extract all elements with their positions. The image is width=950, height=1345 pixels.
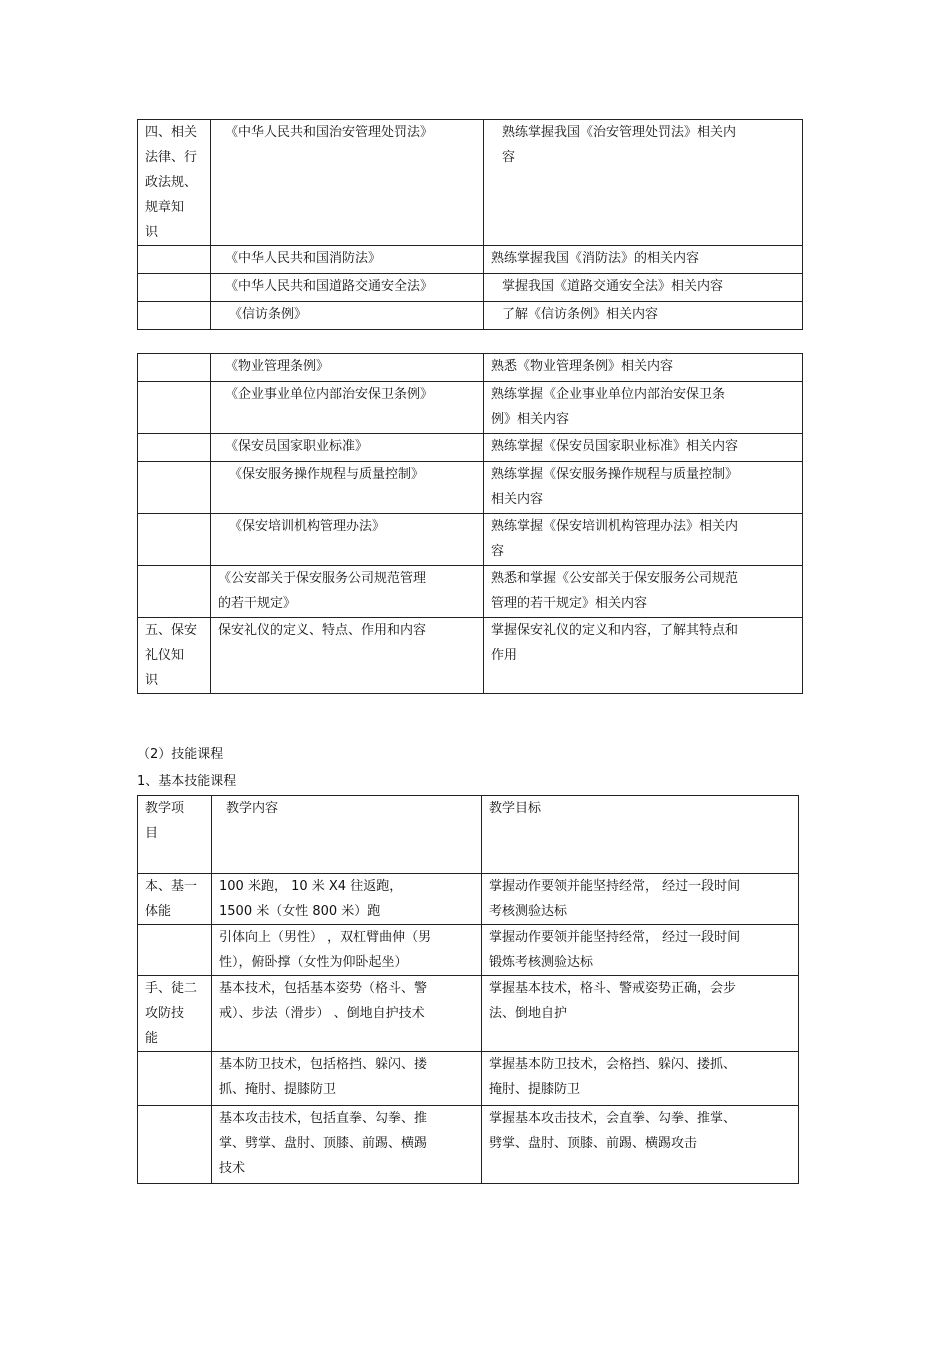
- teaching-goal-cell: [484, 434, 803, 462]
- teaching-content-cell: [211, 246, 484, 274]
- teaching-goal-cell: [484, 514, 803, 566]
- teaching-content-cell: [212, 976, 482, 1052]
- teaching-content-text: 100 米跑， 10 米 X4 往返跑， 1500 米（女性 800 米）跑: [219, 879, 403, 919]
- teaching-item-cell: [138, 354, 211, 382]
- teaching-goal-cell: [482, 925, 799, 976]
- teaching-goal-cell: [482, 874, 799, 925]
- header-goal-cell: [482, 796, 799, 874]
- header-content-text: 教学内容: [226, 801, 279, 816]
- teaching-content-text: 《中华人民共和国治安管理处罚法》: [225, 125, 434, 140]
- header-item-text: 教学项 目: [145, 801, 185, 841]
- teaching-goal-text: 熟练掌握《保安服务操作规程与质量控制》 相关内容: [491, 467, 739, 507]
- teaching-content-cell: [211, 274, 484, 302]
- teaching-content-text: 《保安培训机构管理办法》: [229, 519, 386, 534]
- teaching-goal-cell: [484, 302, 803, 330]
- laws-table-part1: [137, 119, 803, 330]
- teaching-content-text: 保安礼仪的定义、特点、作用和内容: [218, 623, 427, 638]
- laws-table-part2: [137, 353, 803, 694]
- teaching-goal-text: 掌握基本技术，格斗、警戒姿势正确，会步 法、倒地自护: [489, 981, 737, 1021]
- teaching-item-cell: [138, 976, 212, 1052]
- teaching-goal-text: 熟练掌握我国《治安管理处罚法》相关内 容: [502, 125, 737, 165]
- teaching-goal-text: 熟练掌握我国《消防法》的相关内容: [491, 251, 700, 266]
- teaching-content-cell: [211, 618, 484, 694]
- teaching-item-cell: [138, 514, 211, 566]
- teaching-content-text: 《企业事业单位内部治安保卫条例》: [225, 387, 434, 402]
- teaching-goal-cell: [482, 1106, 799, 1184]
- teaching-content-text: 基本防卫技术，包括格挡、躲闪、搂 抓、掩肘、提膝防卫: [219, 1057, 428, 1097]
- teaching-item-cell: [138, 1106, 212, 1184]
- teaching-item-cell: [138, 1052, 212, 1106]
- teaching-item-cell: [138, 925, 212, 976]
- teaching-content-cell: [212, 874, 482, 925]
- table-row: [138, 354, 803, 382]
- teaching-item-cell: [138, 246, 211, 274]
- teaching-item-cell: [138, 566, 211, 618]
- teaching-goal-text: 掌握动作要领并能坚持经常， 经过一段时间 考核测验达标: [489, 879, 741, 919]
- table-row: [138, 874, 799, 925]
- table-row: [138, 976, 799, 1052]
- teaching-content-cell: [211, 302, 484, 330]
- table-row: [138, 514, 803, 566]
- teaching-item-cell: [138, 434, 211, 462]
- teaching-goal-text: 掌握基本防卫技术，会格挡、躲闪、搂抓、 掩肘、提膝防卫: [489, 1057, 737, 1097]
- teaching-content-text: 《保安员国家职业标准》: [225, 439, 369, 454]
- skills-course-heading: （2）技能课程: [137, 747, 224, 762]
- teaching-goal-text: 了解《信访条例》相关内容: [502, 307, 659, 322]
- teaching-content-cell: [211, 120, 484, 246]
- teaching-goal-text: 掌握基本攻击技术，会直拳、勾拳、推掌、 劈掌、盘肘、顶膝、前踢、横踢攻击: [489, 1111, 737, 1151]
- teaching-content-cell: [211, 434, 484, 462]
- header-item-cell: [138, 796, 212, 874]
- table-row: [138, 566, 803, 618]
- teaching-goal-cell: [484, 462, 803, 514]
- table-row: [138, 120, 803, 246]
- teaching-goal-cell: [484, 382, 803, 434]
- teaching-goal-cell: [482, 976, 799, 1052]
- teaching-goal-text: 掌握动作要领并能坚持经常， 经过一段时间 锻炼考核测验达标: [489, 930, 741, 970]
- table-row: [138, 925, 799, 976]
- table-row: [138, 382, 803, 434]
- teaching-item-cell: [138, 382, 211, 434]
- basic-skills-heading: 1、基本技能课程: [137, 774, 237, 789]
- teaching-content-text: 《保安服务操作规程与质量控制》: [229, 467, 425, 482]
- table-row: [138, 274, 803, 302]
- table-row: [138, 462, 803, 514]
- table-row: [138, 1106, 799, 1184]
- teaching-content-cell: [211, 354, 484, 382]
- teaching-content-cell: [212, 925, 482, 976]
- teaching-item-cell: [138, 302, 211, 330]
- teaching-content-text: 《信访条例》: [229, 307, 308, 322]
- table-row: [138, 246, 803, 274]
- teaching-goal-text: 熟练掌握《企业事业单位内部治安保卫条 例》相关内容: [491, 387, 726, 427]
- teaching-item-cell: [138, 274, 211, 302]
- teaching-goal-text: 掌握我国《道路交通安全法》相关内容: [502, 279, 724, 294]
- header-goal-text: 教学目标: [489, 801, 542, 816]
- teaching-goal-cell: [484, 120, 803, 246]
- table-row: [138, 618, 803, 694]
- basic-skills-table: [137, 795, 799, 1184]
- teaching-item-text: 五、保安 礼仪知 识: [145, 623, 198, 688]
- teaching-goal-text: 熟练掌握《保安培训机构管理办法》相关内 容: [491, 519, 739, 559]
- teaching-content-cell: [211, 566, 484, 618]
- teaching-item-cell: [138, 874, 212, 925]
- teaching-content-cell: [211, 462, 484, 514]
- teaching-content-text: 《公安部关于保安服务公司规范管理 的若干规定》: [218, 571, 427, 611]
- teaching-goal-cell: [484, 566, 803, 618]
- teaching-content-text: 《中华人民共和国消防法》: [225, 251, 382, 266]
- table-row: [138, 434, 803, 462]
- teaching-content-text: 《物业管理条例》: [225, 359, 330, 374]
- teaching-goal-cell: [484, 274, 803, 302]
- teaching-content-text: 引体向上（男性） ，双杠臂曲伸（男 性），俯卧撑（女性为仰卧起坐）: [219, 930, 432, 970]
- teaching-item-text: 四、相关 法律、行 政法规、 规章知 识: [145, 125, 198, 240]
- teaching-content-text: 基本技术，包括基本姿势（格斗、警 戒）、步法（滑步） 、倒地自护技术: [219, 981, 428, 1021]
- teaching-content-cell: [211, 514, 484, 566]
- teaching-goal-text: 掌握保安礼仪的定义和内容，了解其特点和 作用: [491, 623, 739, 663]
- teaching-item-cell: [138, 462, 211, 514]
- teaching-item-text: 手、徒二 攻防技 能: [145, 981, 198, 1046]
- teaching-item-text: 本、基一 体能: [145, 879, 198, 919]
- table-row: [138, 1052, 799, 1106]
- teaching-goal-cell: [484, 618, 803, 694]
- teaching-content-text: 基本攻击技术，包括直拳、勾拳、推 掌、劈掌、盘肘、顶膝、前踢、横踢 技术: [219, 1111, 428, 1176]
- teaching-item-cell: [138, 618, 211, 694]
- teaching-content-text: 《中华人民共和国道路交通安全法》: [225, 279, 434, 294]
- header-content-cell: [212, 796, 482, 874]
- teaching-content-cell: [212, 1052, 482, 1106]
- teaching-goal-text: 熟悉《物业管理条例》相关内容: [491, 359, 674, 374]
- teaching-content-cell: [212, 1106, 482, 1184]
- teaching-goal-text: 熟练掌握《保安员国家职业标准》相关内容: [491, 439, 739, 454]
- teaching-goal-cell: [484, 354, 803, 382]
- teaching-goal-cell: [484, 246, 803, 274]
- table-header-row: [138, 796, 799, 874]
- teaching-content-cell: [211, 382, 484, 434]
- teaching-goal-cell: [482, 1052, 799, 1106]
- teaching-item-cell: [138, 120, 211, 246]
- teaching-goal-text: 熟悉和掌握《公安部关于保安服务公司规范 管理的若干规定》相关内容: [491, 571, 739, 611]
- table-row: [138, 302, 803, 330]
